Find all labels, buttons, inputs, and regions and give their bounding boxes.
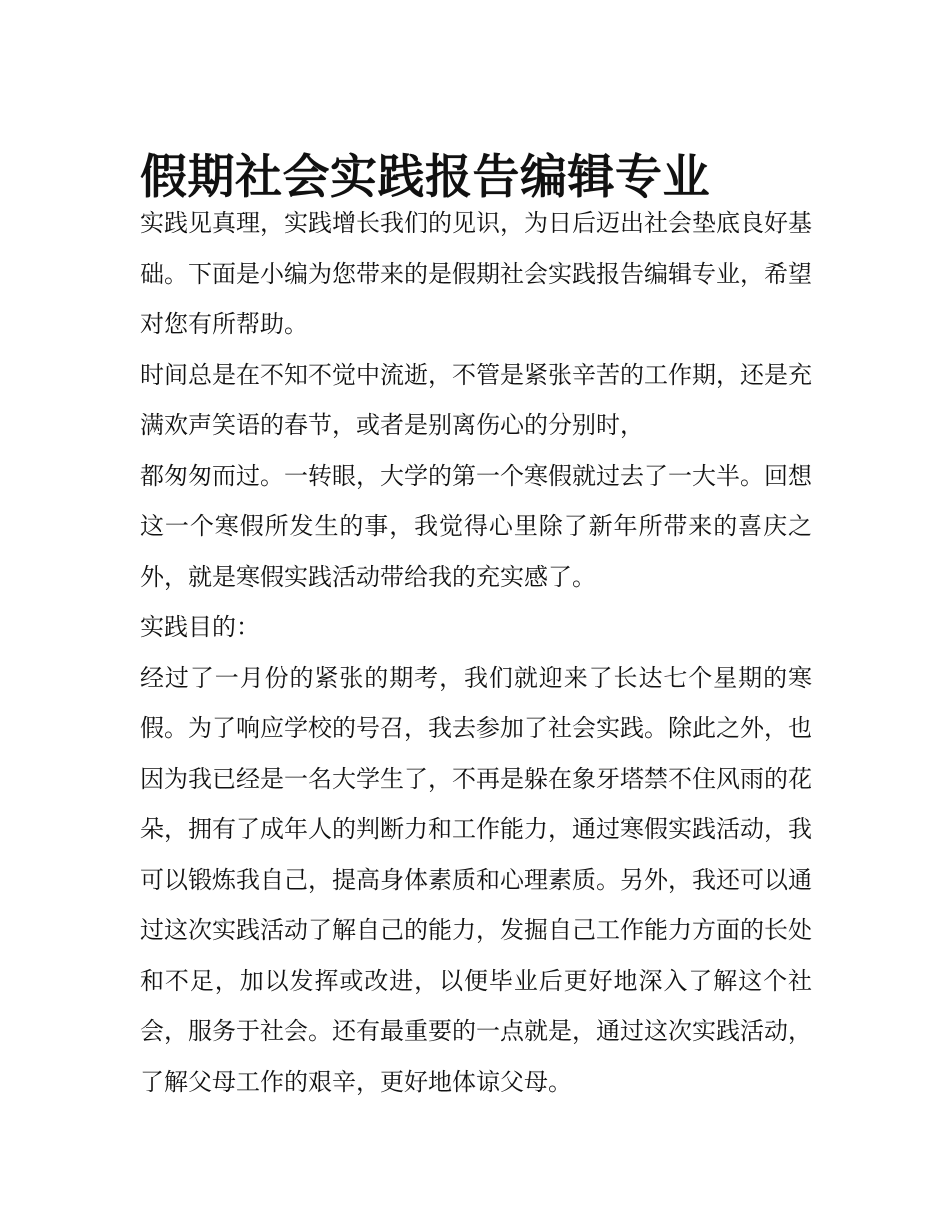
paragraph-time-passing: 时间总是在不知不觉中流逝，不管是紧张辛苦的工作期，还是充满欢声笑语的春节，或者是别离伤心的分别时， [140,360,812,439]
document-body [140,198,812,1107]
paragraph-purpose: 经过了一月份的紧张的期考，我们就迎来了长达七个星期的寒假。为了响应学校的号召，我去参加了社会实践。除此之外，也因为我已经是一名大学生了，不再是躲在象牙塔禁不住风雨的花朵，拥有了成年人的判断力和工作能力，通过寒假实践活动，我可以锻炼我自己，提高身体素质和心理素质。另外，我还可以通过这次实践活动了解自己的能力，发掘自己工作能力方面的长处和不足，加以发挥或改进，以便毕业后更好地深入了解这个社会，服务于社会。还有最重要的一点就是，通过这次实践活动，了解父母工作的艰辛，更好地体谅父母。 [140,663,812,1096]
document-title: 假期社会实践报告编辑专业 [140,150,710,206]
paragraph-intro: 实践见真理，实践增长我们的见识，为日后迈出社会垫底良好基础。下面是小编为您带来的是假期社会实践报告编辑专业，希望对您有所帮助。 [140,209,812,338]
section-heading-purpose: 实践目的： [140,613,260,641]
paragraph-winter-break: 都匆匆而过。一转眼，大学的第一个寒假就过去了一大半。回想这一个寒假所发生的事，我觉得心里除了新年所带来的喜庆之外，就是寒假实践活动带给我的充实感了。 [140,461,812,591]
